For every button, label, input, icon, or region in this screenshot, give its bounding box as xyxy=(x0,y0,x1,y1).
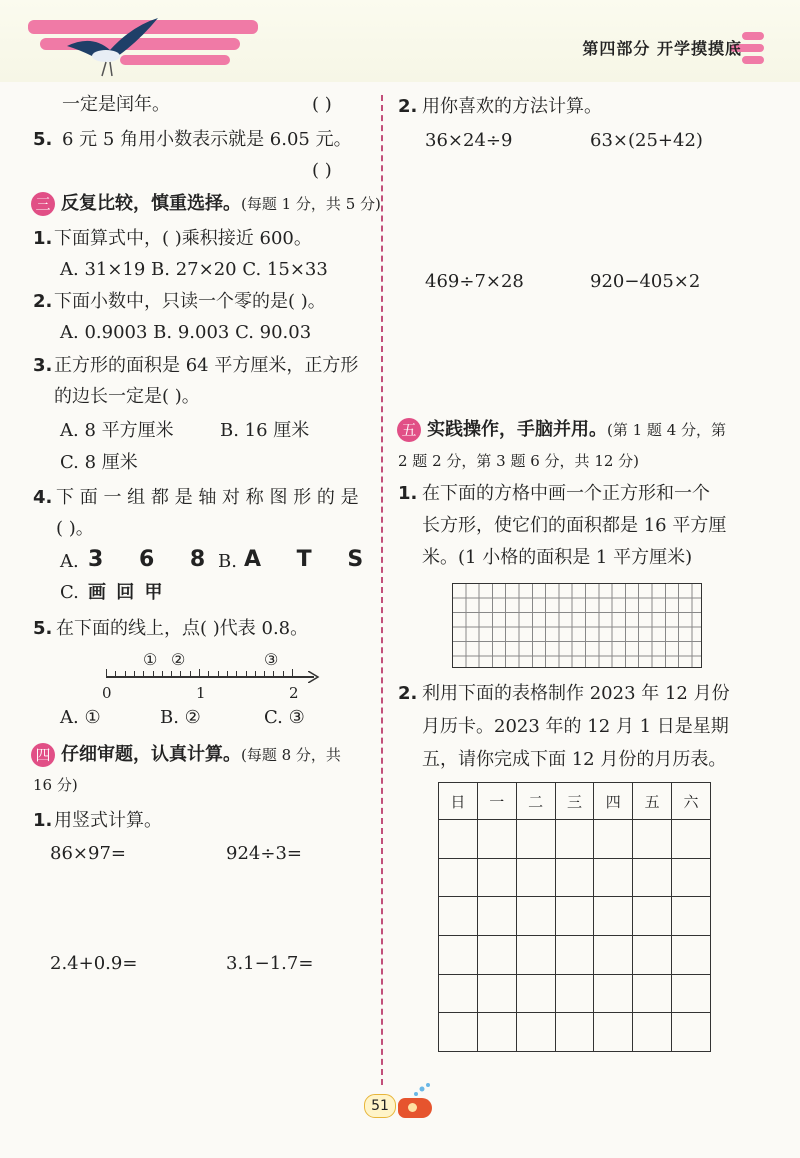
weekday-tue: 二 xyxy=(516,783,555,820)
tf5-text: 6 元 5 角用小数表示就是 6.05 元。 xyxy=(62,129,352,150)
calendar-cell[interactable] xyxy=(594,858,633,897)
calendar-table xyxy=(438,782,711,1052)
calendar-row xyxy=(439,897,711,936)
number-line-tick xyxy=(283,671,284,677)
number-line-tick xyxy=(199,669,200,677)
calendar-cell[interactable] xyxy=(594,897,633,936)
section-number-icon: 四 xyxy=(31,743,55,767)
section-title: 仔细审题，认真计算。 xyxy=(61,744,241,765)
tick-label-1: 1 xyxy=(196,684,206,702)
q2-text: 下面小数中，只读一个零的是( )。 xyxy=(54,291,326,312)
number-line-tick xyxy=(125,671,126,677)
submarine-window-icon xyxy=(408,1103,417,1112)
number-line-tick xyxy=(273,671,274,677)
calendar-cell[interactable] xyxy=(555,858,594,897)
question-number: 1. xyxy=(398,483,418,504)
section-number-icon: 五 xyxy=(397,418,421,442)
section5-heading xyxy=(397,418,726,442)
q3-text: 正方形的面积是 64 平方厘米，正方形 xyxy=(54,355,359,376)
q4-text: 下 面 一 组 都 是 轴 对 称 图 形 的 是 xyxy=(56,487,359,508)
calendar-cell[interactable] xyxy=(672,974,711,1013)
calendar-cell[interactable] xyxy=(633,858,672,897)
weekday-thu: 四 xyxy=(594,783,633,820)
question-number: 3. xyxy=(33,355,53,376)
tick-label-2: 2 xyxy=(289,684,299,702)
calendar-cell[interactable] xyxy=(439,897,478,936)
calendar-cell[interactable] xyxy=(439,935,478,974)
calendar-cell[interactable] xyxy=(633,935,672,974)
number-line-tick xyxy=(171,671,172,677)
number-line-tick xyxy=(143,671,144,677)
calendar-cell[interactable] xyxy=(672,858,711,897)
seagull-icon xyxy=(62,16,162,80)
weekday-sat: 六 xyxy=(672,783,711,820)
p2-line-1: 利用下面的表格制作 2023 年 12 月份 xyxy=(422,683,730,704)
calendar-cell[interactable] xyxy=(555,935,594,974)
calendar-cell[interactable] xyxy=(439,974,478,1013)
number-line-tick xyxy=(255,671,256,677)
p2-line-3: 五，请你完成下面 12 月份的月历表。 xyxy=(422,749,727,770)
calendar-cell[interactable] xyxy=(633,897,672,936)
q4-option-c: 画 回 甲 xyxy=(88,582,165,603)
section-title: 实践操作，手脑并用。 xyxy=(427,419,607,440)
calendar-row xyxy=(439,1013,711,1052)
number-line-tick xyxy=(292,669,293,677)
calendar-cell[interactable] xyxy=(633,820,672,859)
weekday-wed: 三 xyxy=(555,783,594,820)
q4-option-c-label: C. xyxy=(60,582,79,603)
number-line-tick xyxy=(236,671,237,677)
q2-options: A. 0.9003 B. 9.003 C. 90.03 xyxy=(60,322,312,343)
q4-text-2: ( )。 xyxy=(56,518,94,539)
calendar-cell[interactable] xyxy=(477,858,516,897)
calc1-expr-2: 924÷3= xyxy=(226,843,302,864)
point-mark-1: ① xyxy=(143,650,158,669)
section4-heading xyxy=(31,743,341,767)
calendar-cell[interactable] xyxy=(672,820,711,859)
section-title: 反复比较，慎重选择。 xyxy=(61,193,241,214)
section-note-2: 16 分) xyxy=(33,776,78,794)
calendar-cell[interactable] xyxy=(439,1013,478,1052)
calendar-cell[interactable] xyxy=(672,1013,711,1052)
calendar-cell[interactable] xyxy=(594,820,633,859)
calendar-cell[interactable] xyxy=(516,858,555,897)
calendar-cell[interactable] xyxy=(477,897,516,936)
calendar-cell[interactable] xyxy=(477,974,516,1013)
calendar-cell[interactable] xyxy=(477,1013,516,1052)
calendar-cell[interactable] xyxy=(633,1013,672,1052)
point-mark-3: ③ xyxy=(264,650,279,669)
number-line-tick xyxy=(134,671,135,677)
calendar-cell[interactable] xyxy=(594,974,633,1013)
calendar-cell[interactable] xyxy=(594,1013,633,1052)
calc1-expr-1: 86×97= xyxy=(50,843,126,864)
number-line-tick xyxy=(208,671,209,677)
calendar-cell[interactable] xyxy=(555,897,594,936)
calendar-cell[interactable] xyxy=(516,820,555,859)
bubbles-icon xyxy=(412,1082,432,1098)
q5-option-b: B. ② xyxy=(160,707,201,728)
number-line-tick xyxy=(162,671,163,677)
calendar-cell[interactable] xyxy=(477,820,516,859)
section-note: (第 1 题 4 分，第 xyxy=(607,421,727,439)
question-number: 4. xyxy=(33,487,53,508)
calendar-row xyxy=(439,935,711,974)
number-line-tick xyxy=(115,671,116,677)
calendar-header-row xyxy=(439,783,711,820)
number-line-tick xyxy=(106,669,107,677)
decor-stripe xyxy=(742,56,764,64)
q3-option-b: B. 16 厘米 xyxy=(220,420,310,441)
q1-text: 下面算式中，( )乘积接近 600。 xyxy=(54,228,312,249)
number-line-tick xyxy=(218,671,219,677)
drawing-grid[interactable] xyxy=(452,583,702,668)
q5-text: 在下面的线上，点( )代表 0.8。 xyxy=(56,618,309,639)
question-number: 5. xyxy=(33,618,53,639)
question-number: 1. xyxy=(33,228,53,249)
calc2-text: 用你喜欢的方法计算。 xyxy=(422,96,602,117)
p2-line-2: 月历卡。2023 年的 12 月 1 日是星期 xyxy=(422,716,729,737)
q3-option-a: A. 8 平方厘米 xyxy=(60,420,174,441)
p1-line-3: 米。(1 小格的面积是 1 平方厘米) xyxy=(422,547,693,568)
section-note: (每题 8 分，共 xyxy=(241,746,341,764)
answer-paren: ( ) xyxy=(312,160,332,181)
calendar-cell[interactable] xyxy=(672,897,711,936)
calendar-cell[interactable] xyxy=(555,974,594,1013)
weekday-mon: 一 xyxy=(477,783,516,820)
q5-option-c: C. ③ xyxy=(264,707,305,728)
calc1-text: 用竖式计算。 xyxy=(54,810,162,831)
calendar-cell[interactable] xyxy=(516,897,555,936)
weekday-sun: 日 xyxy=(439,783,478,820)
number-line-tick xyxy=(227,671,228,677)
calc2-expr-1: 36×24÷9 xyxy=(425,130,513,151)
calendar-cell[interactable] xyxy=(439,858,478,897)
question-number: 2. xyxy=(398,683,418,704)
calc2-expr-4: 920−405×2 xyxy=(590,271,701,292)
number-line-tick xyxy=(246,671,247,677)
q3-option-c: C. 8 厘米 xyxy=(60,452,138,473)
page-number: 51 xyxy=(364,1094,396,1118)
calendar-cell[interactable] xyxy=(555,820,594,859)
question-number: 2. xyxy=(33,291,53,312)
p1-line-1: 在下面的方格中画一个正方形和一个 xyxy=(422,483,710,504)
calendar-cell[interactable] xyxy=(672,935,711,974)
arrow-right-icon xyxy=(308,671,320,683)
tf-tail-text: 一定是闰年。 xyxy=(62,94,170,115)
calc2-expr-2: 63×(25+42) xyxy=(590,130,703,151)
section-note: (每题 1 分，共 5 分) xyxy=(241,195,381,213)
weekday-fri: 五 xyxy=(633,783,672,820)
number-line-tick xyxy=(264,671,265,677)
calc1-expr-4: 3.1−1.7= xyxy=(226,953,314,974)
section3-heading xyxy=(31,192,381,216)
calc2-expr-3: 469÷7×28 xyxy=(425,271,524,292)
q3-text-2: 的边长一定是( )。 xyxy=(54,386,200,407)
calendar-cell[interactable] xyxy=(477,935,516,974)
question-number: 1. xyxy=(33,810,53,831)
p1-line-2: 长方形，使它们的面积都是 16 平方厘 xyxy=(422,515,727,536)
calendar-cell[interactable] xyxy=(516,1013,555,1052)
calc1-expr-3: 2.4+0.9= xyxy=(50,953,138,974)
section-number-icon: 三 xyxy=(31,192,55,216)
point-mark-2: ② xyxy=(171,650,186,669)
calendar-cell[interactable] xyxy=(594,935,633,974)
calendar-cell[interactable] xyxy=(439,820,478,859)
header-title: 第四部分 开学摸摸底 xyxy=(582,39,742,58)
number-line-tick xyxy=(153,671,154,677)
calendar-row xyxy=(439,974,711,1013)
question-number: 2. xyxy=(398,96,418,117)
column-divider xyxy=(381,95,383,1085)
calendar-cell[interactable] xyxy=(516,974,555,1013)
q5-option-a: A. ① xyxy=(60,707,101,728)
q1-options: A. 31×19 B. 27×20 C. 15×33 xyxy=(60,259,328,280)
decor-stripe xyxy=(742,32,764,40)
q4-option-b: A T S xyxy=(244,547,378,572)
answer-paren: ( ) xyxy=(312,94,332,115)
q4-option-b-label: B. xyxy=(218,551,237,572)
tick-label-0: 0 xyxy=(102,684,112,702)
calendar-cell[interactable] xyxy=(555,1013,594,1052)
calendar-row xyxy=(439,820,711,859)
section-note-2: 2 题 2 分，第 3 题 6 分，共 12 分) xyxy=(398,452,640,470)
q4-option-a-label: A. xyxy=(60,551,79,572)
calendar-cell[interactable] xyxy=(516,935,555,974)
question-number: 5. xyxy=(33,129,53,150)
q4-option-a: 3 6 8 xyxy=(88,547,220,572)
calendar-row xyxy=(439,858,711,897)
number-line-tick xyxy=(180,671,181,677)
calendar-cell[interactable] xyxy=(633,974,672,1013)
number-line-tick xyxy=(190,671,191,677)
